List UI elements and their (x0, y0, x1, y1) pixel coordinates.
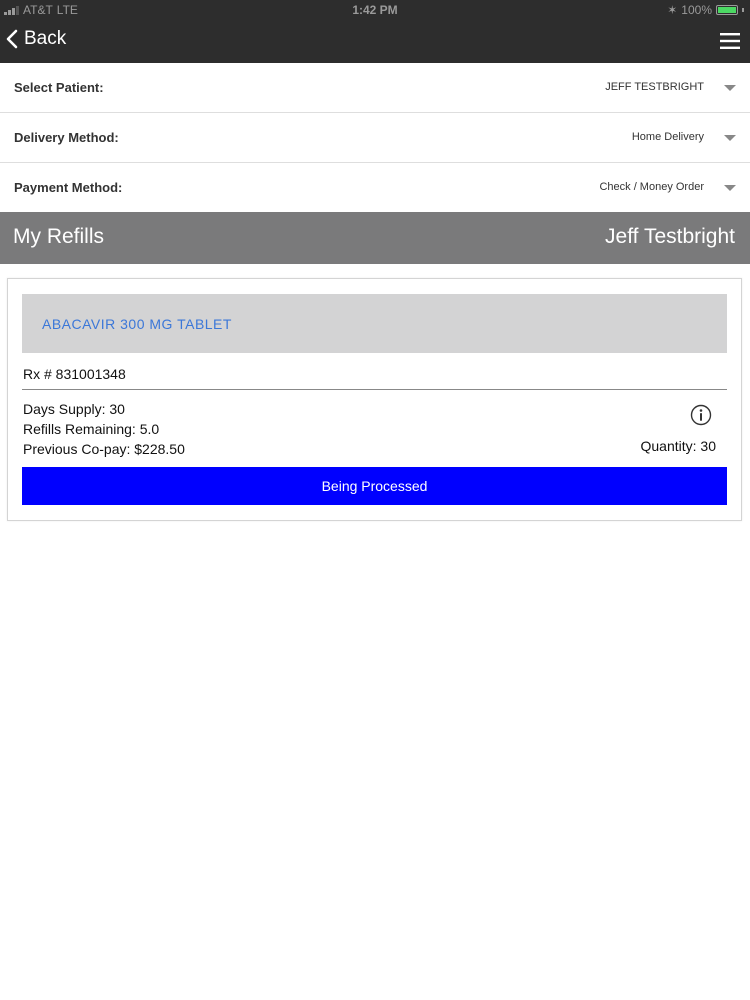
battery-nub (742, 8, 744, 12)
delivery-method-row[interactable] (0, 113, 750, 163)
refills-remaining: Refills Remaining: 5.0 (23, 421, 160, 437)
status-button[interactable]: Being Processed (22, 467, 727, 505)
status-time: 1:42 PM (352, 3, 398, 17)
bluetooth-icon: ✶ (667, 3, 678, 17)
battery-icon (716, 5, 738, 15)
refill-card (7, 278, 742, 521)
payment-method-row[interactable] (0, 163, 750, 213)
chevron-down-icon[interactable] (724, 135, 736, 141)
delivery-method-value[interactable]: Home Delivery (631, 131, 704, 143)
select-patient-value[interactable]: JEFF TESTBRIGHT (605, 81, 704, 93)
rx-number: Rx # 831001348 (23, 366, 126, 382)
days-supply: Days Supply: 30 (23, 401, 125, 417)
payment-method-label: Payment Method: (14, 180, 123, 195)
battery-fill (718, 7, 736, 13)
drug-name: ABACAVIR 300 MG TABLET (42, 316, 232, 332)
battery-percent: 100% (681, 3, 712, 17)
divider (22, 389, 727, 390)
delivery-method-label: Delivery Method: (14, 130, 119, 145)
status-right (667, 3, 744, 17)
my-refills-header (0, 212, 750, 264)
payment-method-value[interactable]: Check / Money Order (599, 181, 704, 193)
chevron-down-icon[interactable] (724, 185, 736, 191)
drug-band (22, 294, 727, 353)
select-patient-label: Select Patient: (14, 80, 104, 95)
chevron-down-icon[interactable] (724, 85, 736, 91)
hamburger-menu-icon[interactable] (720, 32, 740, 50)
section-patient-name: Jeff Testbright (605, 225, 735, 248)
status-bar (0, 0, 750, 20)
quantity: Quantity: 30 (640, 438, 716, 454)
chevron-left-icon (6, 29, 18, 49)
network-label: LTE (56, 3, 78, 17)
previous-copay: Previous Co-pay: $228.50 (23, 441, 185, 457)
carrier-label: AT&T (23, 3, 53, 17)
info-icon[interactable] (690, 404, 712, 426)
nav-bar (0, 20, 750, 63)
back-button[interactable] (6, 28, 66, 50)
section-title: My Refills (13, 225, 105, 248)
select-patient-row[interactable] (0, 63, 750, 113)
back-label: Back (24, 28, 67, 49)
